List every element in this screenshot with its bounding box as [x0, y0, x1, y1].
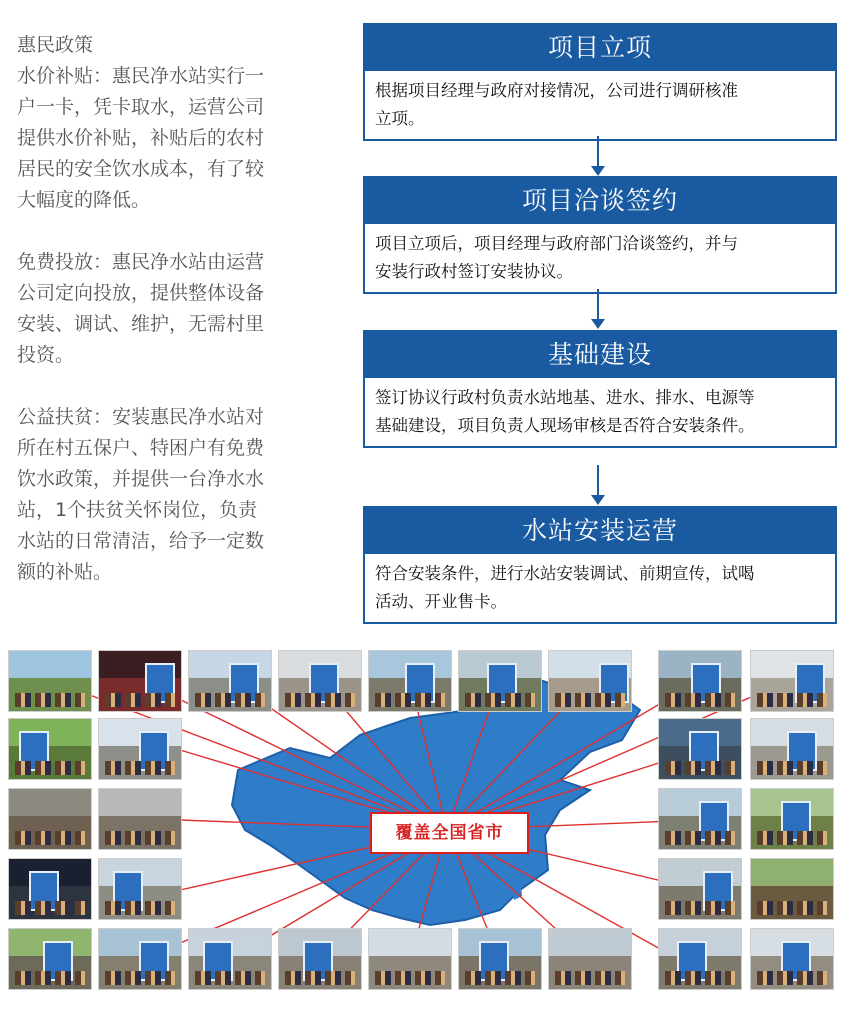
step-project-approval [363, 23, 837, 141]
coverage-collage [0, 640, 860, 1030]
step-title: 项目立项 [365, 25, 835, 71]
step-negotiation-signing [363, 176, 837, 294]
step-line: 基础建设，项目负责人现场审核是否符合安装条件。 [375, 416, 755, 435]
step-body [365, 71, 835, 139]
site-photo [658, 788, 742, 850]
site-photo [98, 928, 182, 990]
site-photo [278, 650, 362, 712]
policy-line: 水站的日常清洁，给予一定数 [17, 530, 265, 552]
china-map-shape [232, 680, 640, 925]
step-body [365, 554, 835, 622]
site-photo [750, 718, 834, 780]
policy-title: 惠民政策 [17, 34, 94, 56]
policy-line: 居民的安全饮水成本，有了较 [17, 158, 265, 180]
policy-line: 免费投放：惠民净水站由运营 [17, 251, 265, 273]
policy-column [17, 30, 317, 588]
site-photo [458, 928, 542, 990]
policy-line: 水价补贴：惠民净水站实行一 [17, 65, 265, 87]
site-photo [658, 718, 742, 780]
site-photo [750, 858, 834, 920]
site-photo [8, 650, 92, 712]
site-photo [98, 718, 182, 780]
step-installation-operation [363, 506, 837, 624]
policy-line: 投资。 [17, 344, 75, 366]
site-photo [658, 650, 742, 712]
site-photo [8, 788, 92, 850]
step-line: 安装行政村签订安装协议。 [375, 262, 573, 281]
step-infrastructure [363, 330, 837, 448]
policy-line: 额的补贴。 [17, 561, 113, 583]
site-photo [750, 928, 834, 990]
policy-line: 公司定向投放，提供整体设备 [17, 282, 265, 304]
site-photo [8, 928, 92, 990]
flow-arrow [597, 465, 599, 503]
flow-arrow [597, 136, 599, 174]
policy-line: 饮水政策，并提供一台净水水 [17, 468, 265, 490]
step-line: 立项。 [375, 109, 425, 128]
step-body [365, 378, 835, 446]
site-photo [548, 928, 632, 990]
site-photo [98, 788, 182, 850]
site-photo [750, 650, 834, 712]
site-photo [750, 788, 834, 850]
coverage-label: 覆盖全国省市 [370, 812, 529, 854]
policy-line: 安装、调试、维护，无需村里 [17, 313, 265, 335]
step-title: 水站安装运营 [365, 508, 835, 554]
site-photo [658, 858, 742, 920]
policy-line: 公益扶贫：安装惠民净水站对 [17, 406, 265, 428]
site-photo [658, 928, 742, 990]
step-title: 项目洽谈签约 [365, 178, 835, 224]
policy-line: 提供水价补贴，补贴后的农村 [17, 127, 265, 149]
site-photo [188, 650, 272, 712]
site-photo [368, 650, 452, 712]
step-line: 活动、开业售卡。 [375, 592, 507, 611]
step-title: 基础建设 [365, 332, 835, 378]
site-photo [278, 928, 362, 990]
step-line: 符合安装条件，进行水站安装调试、前期宣传，试喝 [375, 564, 755, 583]
policy-line: 站，1个扶贫关怀岗位，负责 [17, 499, 258, 521]
site-photo [368, 928, 452, 990]
policy-line: 大幅度的降低。 [17, 189, 151, 211]
site-photo [548, 650, 632, 712]
site-photo [458, 650, 542, 712]
site-photo [8, 718, 92, 780]
step-line: 签订协议行政村负责水站地基、进水、排水、电源等 [375, 388, 755, 407]
site-photo [98, 650, 182, 712]
flow-arrow [597, 289, 599, 327]
step-body [365, 224, 835, 292]
policy-line: 户一卡，凭卡取水，运营公司 [17, 96, 265, 118]
step-line: 根据项目经理与政府对接情况，公司进行调研核准 [375, 81, 738, 100]
site-photo [8, 858, 92, 920]
site-photo [98, 858, 182, 920]
site-photo [188, 928, 272, 990]
policy-line: 所在村五保户、特困户有免费 [17, 437, 265, 459]
step-line: 项目立项后，项目经理与政府部门洽谈签约，并与 [375, 234, 738, 253]
